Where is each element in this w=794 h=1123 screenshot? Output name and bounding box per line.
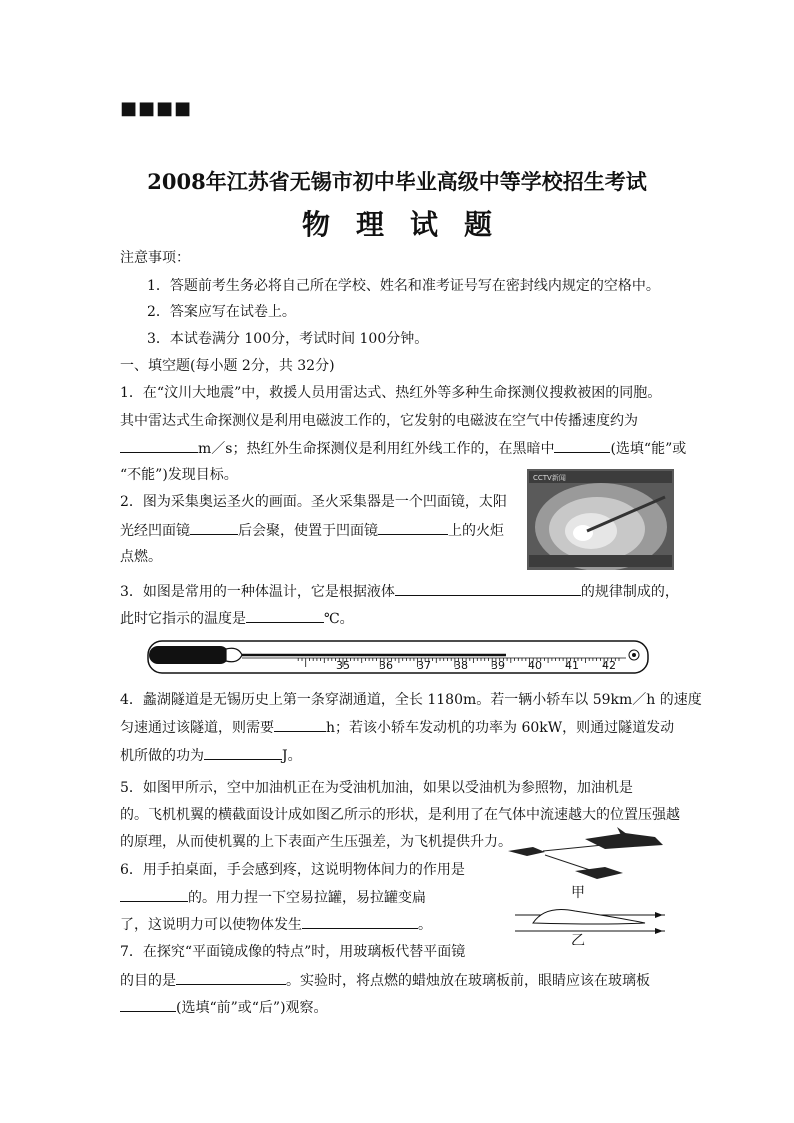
q2-line: 点燃。 bbox=[120, 549, 162, 565]
answer-blank[interactable] bbox=[246, 608, 324, 623]
q6-line: 6．用手拍桌面，手会感到疼，这说明物体间力的作用是 bbox=[120, 862, 465, 878]
q7-line: 7．在探究“平面镜成像的特点”时，用玻璃板代替平面镜 bbox=[120, 944, 466, 960]
notice-heading: 注意事项： bbox=[120, 250, 190, 266]
answer-blank[interactable] bbox=[274, 717, 326, 732]
q5-line: 的。飞机机翼的横截面设计成如图乙所示的形状，是利用了在气体中流速越大的位置压强越 bbox=[120, 807, 680, 823]
q7-line: 的目的是 。实验时，将点燃的蜡烛放在玻璃板前，眼睛应该在玻璃板 bbox=[120, 970, 650, 991]
q6-line: 了，这说明力可以使物体发生 。 bbox=[120, 914, 432, 935]
scale-label: 39 bbox=[491, 659, 505, 672]
q7-line: (选填“前”或“后”)观察。 bbox=[120, 997, 328, 1018]
notice-item: 3．本试卷满分 100分，考试时间 100分钟。 bbox=[147, 331, 429, 347]
answer-blank[interactable] bbox=[120, 997, 176, 1012]
q3-line: 此时它指示的温度是 ℃。 bbox=[120, 608, 354, 629]
answer-blank[interactable] bbox=[395, 581, 581, 596]
scale-label: 42 bbox=[602, 659, 616, 672]
answer-blank[interactable] bbox=[204, 745, 282, 760]
aircraft-figure bbox=[505, 825, 675, 945]
q4-line: 机所做的功为 J。 bbox=[120, 745, 302, 766]
answer-blank[interactable] bbox=[120, 887, 188, 902]
exam-subtitle: 物理试题 bbox=[301, 208, 518, 241]
scale-label: 40 bbox=[528, 659, 542, 672]
q1-line: 1．在“汶川大地震”中，救援人员用雷达式、热红外等多种生命探测仪搜救被困的同胞。 bbox=[120, 385, 662, 401]
figure-label-jia: 甲 bbox=[571, 885, 585, 901]
q1-line: “不能”)发现目标。 bbox=[120, 467, 238, 483]
q4-line: 4．蠡湖隧道是无锡历史上第一条穿湖通道，全长 1180m。若一辆小轿车以 59km／h 的速度 bbox=[120, 692, 702, 708]
q5-line: 5．如图甲所示，空中加油机正在为受油机加油，如果以受油机为参照物，加油机是 bbox=[120, 780, 633, 796]
answer-blank[interactable] bbox=[190, 520, 238, 535]
notice-item: 2．答案应写在试卷上。 bbox=[147, 304, 296, 320]
q4-line: 匀速通过该隧道，则需要 h；若该小轿车发动机的功率为 60kW，则通过隧道发动 bbox=[120, 717, 674, 738]
section-heading: 一、填空题(每小题 2分，共 32分) bbox=[120, 358, 335, 374]
scale-label: 41 bbox=[565, 659, 579, 672]
q2-line: 光经凹面镜 后会聚，使置于凹面镜 上的火炬 bbox=[120, 520, 504, 541]
q6-line: 的。用力捏一下空易拉罐，易拉罐变扁 bbox=[120, 887, 426, 908]
exam-title: 2008年江苏省无锡市初中毕业高级中等学校招生考试 bbox=[147, 169, 647, 194]
figure-label-yi: 乙 bbox=[571, 933, 585, 945]
q3-line: 3．如图是常用的一种体温计，它是根据液体 的规律制成的， bbox=[120, 581, 679, 602]
notice-item: 1．答题前考生务必将自己所在学校、姓名和准考证号写在密封线内规定的空格中。 bbox=[147, 278, 660, 294]
scale-label: 36 bbox=[379, 659, 393, 672]
header-marks: ■■■■ bbox=[120, 98, 193, 119]
photo-caption: CCTV新闻 bbox=[533, 474, 566, 482]
q1-line: 其中雷达式生命探测仪是利用电磁波工作的，它发射的电磁波在空气中传播速度约为 bbox=[120, 413, 638, 429]
scale-label: 37 bbox=[417, 659, 431, 672]
answer-blank[interactable] bbox=[378, 520, 448, 535]
q1-line: m／s；热红外生命探测仪是利用红外线工作的，在黑暗中 (选填“能”或 bbox=[120, 438, 686, 459]
scale-label: 38 bbox=[454, 659, 468, 672]
q5-line: 的原理，从而使机翼的上下表面产生压强差，为飞机提供升力。 bbox=[120, 834, 512, 850]
thermometer-figure bbox=[146, 637, 651, 677]
answer-blank[interactable] bbox=[120, 438, 198, 453]
q2-line: 2．图为采集奥运圣火的画面。圣火采集器是一个凹面镜，太阳 bbox=[120, 494, 507, 510]
scale-label: 35 bbox=[336, 659, 350, 672]
answer-blank[interactable] bbox=[176, 970, 286, 985]
answer-blank[interactable] bbox=[554, 438, 610, 453]
answer-blank[interactable] bbox=[302, 914, 418, 929]
olympic-flame-photo bbox=[527, 469, 674, 570]
